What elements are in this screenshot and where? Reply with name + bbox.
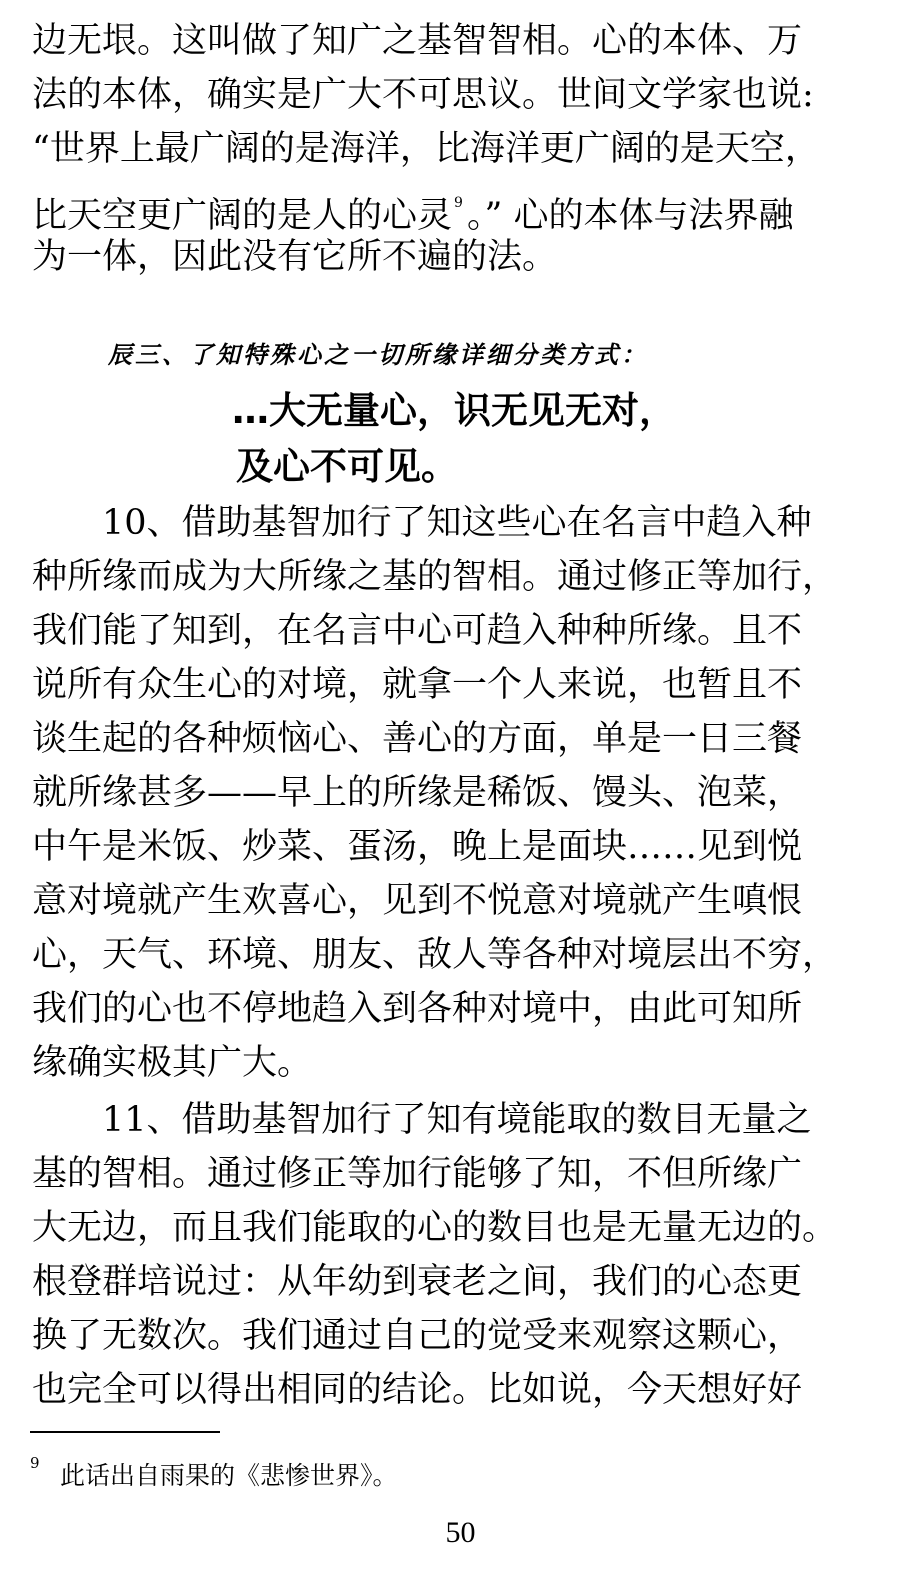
text-segment: 比天空更广阔的是人的心灵	[32, 196, 453, 236]
page-number: 50	[445, 1516, 476, 1549]
footnote-mark: 9	[30, 1454, 40, 1472]
paragraph-first-line: 10、借助基智加行了知这些心在名言中趋入种	[102, 503, 812, 543]
text-line: 根登群培说过：从年幼到衰老之间，我们的心态更	[32, 1262, 803, 1302]
paragraph-first-line: 11、借助基智加行了知有境能取的数目无量之	[102, 1100, 812, 1140]
text-line: 大无边，而且我们能取的心的数目也是无量无边的。	[32, 1208, 838, 1248]
text-line: 为一体，因此没有它所不遍的法。	[32, 237, 558, 277]
text-line: 法的本体，确实是广大不可思议。世间文学家也说:	[32, 75, 814, 115]
text-line: 就所缘甚多——早上的所缘是稀饭、馒头、泡菜，	[32, 773, 803, 813]
text-line: 谈生起的各种烦恼心、善心的方面，单是一日三餐	[32, 719, 803, 759]
text-line: 换了无数次。我们通过自己的觉受来观察这颗心，	[32, 1316, 803, 1356]
footnote	[30, 1443, 398, 1496]
text-line: 缘确实极其广大。	[32, 1043, 313, 1083]
verse-line: …大无量心，识无见无对，	[232, 389, 676, 432]
text-line: 种所缘而成为大所缘之基的智相。通过修正等加行，	[32, 557, 838, 597]
section-subheading: 辰三、了知特殊心之一切所缘详细分类方式：	[108, 340, 648, 369]
footnote-reference[interactable]: 9	[454, 195, 463, 211]
text-line: 基的智相。通过修正等加行能够了知，不但所缘广	[32, 1154, 803, 1194]
text-line: 说所有众生心的对境，就拿一个人来说，也暂且不	[32, 665, 803, 705]
text-line: 边无垠。这叫做了知广之基智智相。心的本体、万	[32, 21, 803, 61]
verse-line: 及心不可见。	[236, 445, 458, 488]
text-line: 我们的心也不停地趋入到各种对境中，由此可知所	[32, 989, 803, 1029]
text-line: 意对境就产生欢喜心，见到不悦意对境就产生嗔恨	[32, 881, 803, 921]
text-segment: 。” 心的本体与法界融	[466, 196, 794, 236]
text-line: 也完全可以得出相同的结论。比如说，今天想好好	[32, 1370, 803, 1410]
text-line: 心，天气、环境、朋友、敌人等各种对境层出不穷，	[32, 935, 838, 975]
footnote-text: 此话出自雨果的《悲惨世界》。	[60, 1461, 398, 1490]
footnote-divider	[30, 1431, 220, 1433]
text-line: 中午是米饭、炒菜、蛋汤，晚上是面块……见到悦	[32, 827, 803, 867]
text-line: 我们能了知到，在名言中心可趋入种种所缘。且不	[32, 611, 803, 651]
text-line: “世界上最广阔的是海洋，比海洋更广阔的是天空，	[32, 129, 820, 169]
